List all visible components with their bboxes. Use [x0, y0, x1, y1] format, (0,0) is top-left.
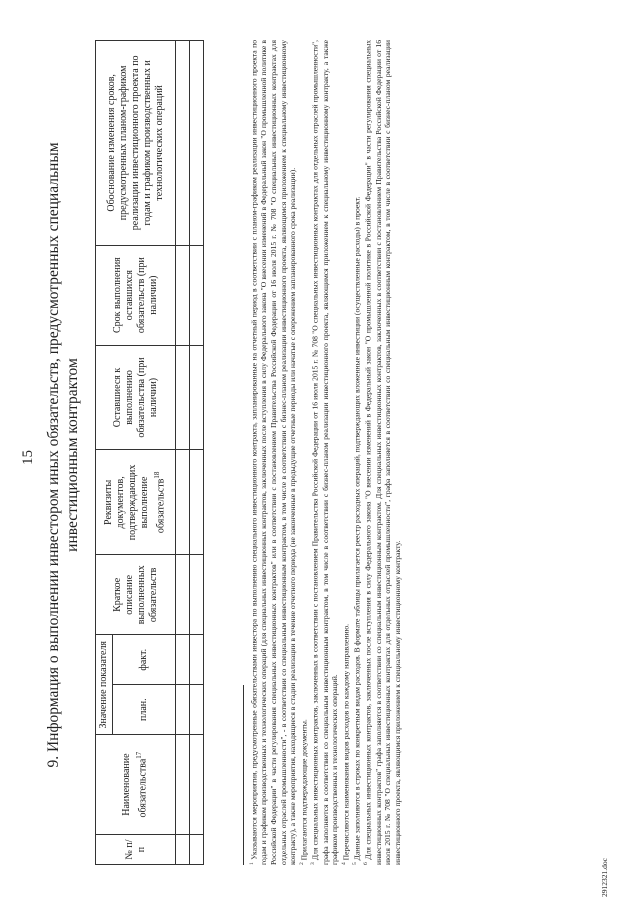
col-term-header: Срок выполнения оставшихся обязательств (при наличии) — [96, 245, 176, 345]
col-number-header: № п/п — [96, 835, 176, 865]
footnote-3: $^3$ Для специальных инвестиционных контрактов, заключенных в соответствии с постановлением Правительства Российской Федерации от 16 июля 2015 г. № 708 "О специальных инвестиционных контрактах для отдельных отраслей промышленности", графа заполняется в соответствии со специальным инвестиционным контрактом, в том числе в соответствии с бизнес-планом реализации инвестиционного проекта, являющимся приложением к специальному инвестиционному контракту, а также графиком производственных и технологических операций. — [310, 39, 340, 865]
col-name-header: Наименование обязательства$^{17}$ — [96, 735, 176, 835]
title-line-1: 9. Информация о выполнении инвестором иных обязательств, предусмотренных специальным — [45, 142, 62, 768]
footnote-5: $^5$ Данные заполняются в строках по конкретным видам расходов. В формате таблицы прилагается реестр расходных операций, подтверждающих вложенные инвестиции (осуществленные расходы) в проект. — [352, 196, 362, 865]
footnotes — [243, 40, 403, 865]
footnote-2: $^2$ Прилагаются подтверждающие документы. — [299, 719, 309, 865]
document-id: 2912321.doc — [600, 858, 609, 897]
footnote-1: $^1$ Указываются мероприятия, предусмотренные обязательствами инвестора по выполнению специального инвестиционного контракта, запланированные на отчетный период в соответствии с планом-графиком реализации инвестиционного проекта по годам и графиком производственных и технологических операций (для специальных инвестиционных контрактов, заключенных после вступления в силу Федерального закона "О внесении изменений в Федеральный закон "О промышленной политике в Российской Федерации" в части регулирования специальных инвестиционных контрактов" или в соответствии с постановлением Правительства Российской Федерации от 16 июля 2015 г. № 708 "О специальных инвестиционных контрактах для отдельных отраслей промышленности", - в соответствии со специальным инвестиционным контрактом, в том числе в соответствии с бизнес-планом реализации инвестиционного проекта, являющимся приложением к специальному инвестиционному контракту), а также мероприятия, находящиеся в стадии реализации в течение отчетного периода (не законченные в предыдущие отчетные периоды или начатые с опережением запланированного срока реализации). — [249, 40, 298, 865]
col-justification-header: Обоснование изменения сроков, предусмотренных планом-графиком реализации инвестиционного проекта по годам и графиком производственных и технологических операций — [96, 41, 176, 246]
col-plan-header: план. — [113, 685, 176, 735]
col-remaining-header: Оставшиеся к выполнению обязательства (при наличии) — [96, 345, 176, 450]
section-title — [44, 65, 82, 845]
footnote-6: $^6$ Для специальных инвестиционных контрактов, заключенных после вступления в силу Федерального закона "О внесении изменений в Федеральный закон "О промышленной политике в Российской Федерации" в части регулирования специальных инвестиционных контрактов" графа заполняется в соответствии со специальным инвестиционным контрактом. Для специальных инвестиционных контрактов, заключенных в соответствии с постановлением Правительства Российской Федерации от 16 июля 2015 г. № 708 "О специальных инвестиционных контрактах для отдельных отраслей промышленности", графа заполняется в соответствии со специальным инвестиционным контрактом, в том числе в соответствии с бизнес-планом реализации инвестиционного проекта, являющимся приложением к специальному инвестиционному контракту. — [363, 40, 403, 865]
table-row — [176, 41, 190, 865]
col-fact-header: факт. — [113, 635, 176, 685]
col-description-header: Краткое описание выполненных обязательств — [96, 555, 176, 635]
col-value-header: Значение показателя — [96, 635, 113, 735]
footnote-separator — [243, 685, 244, 865]
table-row — [190, 41, 204, 865]
footnote-4: $^4$ Перечисляются наименования видов расходов по каждому направлению. — [340, 623, 351, 865]
page-number: 15 — [20, 450, 36, 465]
obligations-table — [95, 40, 204, 865]
col-requisites-header: Реквизиты документов, подтверждающих выполнение обязательств$^{18}$ — [96, 450, 176, 555]
title-line-2: инвестиционным контрактом — [64, 358, 81, 552]
table-header-row — [96, 41, 113, 865]
